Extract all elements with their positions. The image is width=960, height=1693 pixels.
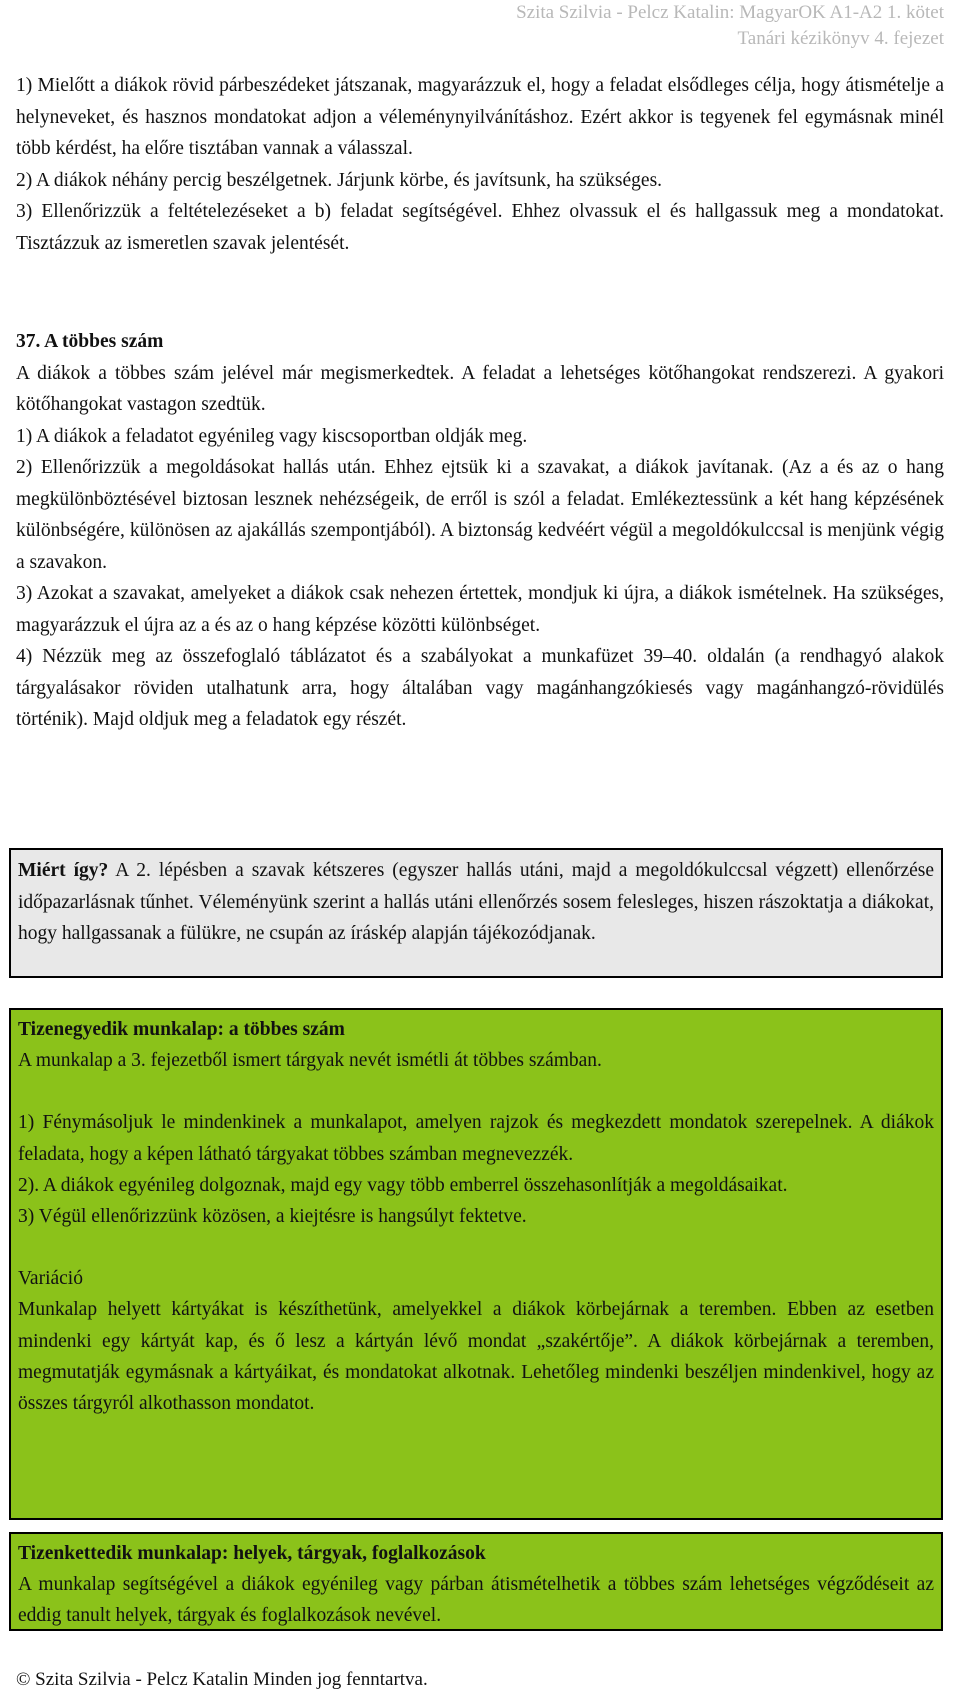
intro-paragraph-3: 3) Ellenőrizzük a feltételezéseket a b) feladat segítségével. Ehhez olvassuk el és hallgassuk meg a mondatokat. Tisztázzuk az ismeretlen szavak jelentését. <box>16 201 944 254</box>
intro-paragraph-1: 1) Mielőtt a diákok rövid párbeszédeket játszanak, magyarázzuk el, hogy a feladat elsődleges célja, hogy átismételje a helyneveket, és hasznos mondatokat adjon a véleménynyilvánításhoz. Ezért akkor is tegyenek fel egymásnak minél több kérdést, ha előre tisztában vannak a válasszal. <box>16 75 944 159</box>
intro-paragraph-2: 2) A diákok néhány percig beszélgetnek. Járjunk körbe, és javítsunk, ha szükséges. <box>16 169 663 191</box>
section-37-paragraph-4: 3) Azokat a szavakat, amelyeket a diákok csak nehezen értettek, mondjuk ki újra, a diákok ismételnek. Ha szükséges, magyarázzuk el újra az a és az o hang képzése közötti különbséget. <box>16 583 944 636</box>
header-line-2: Tanári kézikönyv 4. fejezet <box>737 28 944 49</box>
section-37-paragraph-5: 4) Nézzük meg az összefoglaló táblázatot és a szabályokat a munkafüzet 39–40. oldalán (a rendhagyó alakok tárgyalásakor röviden utalhatunk arra, hogy általában vagy magánhangzókiesés vagy magánhangzó-rövidülés történik). Majd oldjuk meg a feladatok egy részét. <box>16 646 944 730</box>
intro-section <box>16 70 944 259</box>
worksheet-12-text: A munkalap segítségével a diákok egyénileg vagy párban átismételhetik a többes szám lehetséges végződéseit az eddig tanult helyek, tárgyak és foglalkozások nevével. <box>18 1574 934 1627</box>
worksheet-12-box <box>9 1532 943 1631</box>
section-37-paragraph-2: 1) A diákok a feladatot egyénileg vagy kiscsoportban oldják meg. <box>16 425 528 447</box>
why-box <box>9 848 943 978</box>
worksheet-11-paragraph-3: 3) Végül ellenőrizzünk közösen, a kiejtésre is hangsúlyt fektetve. <box>18 1206 527 1228</box>
why-box-text: A 2. lépésben a szavak kétszeres (egyszer hallás utáni, majd a megoldókulccsal végzett) ellenőrzése időpazarlásnak tűnhet. Véleményünk szerint a hallás utáni ellenőrzés sosem felesleges, hiszen rászoktatja a diákokat, hogy hallgassanak a fülükre, ne csupán az íráskép alapján tájékozódjanak. <box>18 860 934 944</box>
page-header <box>516 0 944 52</box>
section-37 <box>16 326 944 736</box>
worksheet-11-title: Tizenegyedik munkalap: a többes szám <box>18 1019 345 1040</box>
worksheet-11-intro: A munkalap a 3. fejezetből ismert tárgyak nevét ismétli át többes számban. <box>18 1050 602 1072</box>
variation-title: Variáció <box>18 1268 83 1290</box>
section-37-title: 37. A többes szám <box>16 331 164 352</box>
section-37-paragraph-1: A diákok a többes szám jelével már megismerkedtek. A feladat a lehetséges kötőhangokat rendszerezi. A gyakori kötőhangokat vastagon szedtük. <box>16 362 944 415</box>
section-37-paragraph-3: 2) Ellenőrizzük a megoldásokat hallás után. Ehhez ejtsük ki a szavakat, a diákok javítanak. (Az a és az o hang megkülönböztésével biztosan lesznek nehézségeik, de erről is szól a feladat. Emlékeztessünk a két hang képzésének különbségére, különösen az ajakállás szempontjából). A biztonság kedvéért végül a megoldókulccsal is menjünk végig a szavakon. <box>16 457 944 573</box>
worksheet-11-paragraph-1: 1) Fénymásoljuk le mindenkinek a munkalapot, amelyen rajzok és megkezdett mondatok szerepelnek. A diákok feladata, hogy a képen látható tárgyakat többes számban megnevezzék. <box>18 1112 934 1165</box>
worksheet-11-paragraph-2: 2). A diákok egyénileg dolgoznak, majd egy vagy több emberrel összehasonlítják a megoldásaikat. <box>18 1174 788 1196</box>
copyright-footer: © Szita Szilvia - Pelcz Katalin Minden jog fenntartva. <box>16 1669 428 1690</box>
header-line-1: Szita Szilvia - Pelcz Katalin: MagyarOK A1-A2 1. kötet <box>516 2 944 23</box>
variation-text: Munkalap helyett kártyákat is készíthetünk, amelyekkel a diákok körbejárnak a teremben. Ebben az esetben mindenki egy kártyát kap, és ő lesz a kártyán lévő mondat „szakértője”. A diákok körbejárnak a teremben, megmutatják egymásnak a kártyáikat, és mondatokat alkotnak. Lehetőleg mindenki beszéljen mindenkivel, hogy az összes tárgyról alkothasson mondatot. <box>18 1299 934 1415</box>
worksheet-12-title: Tizenkettedik munkalap: helyek, tárgyak, foglalkozások <box>18 1543 486 1564</box>
worksheet-11-box <box>9 1008 943 1520</box>
why-box-label: Miért így? <box>18 860 109 881</box>
